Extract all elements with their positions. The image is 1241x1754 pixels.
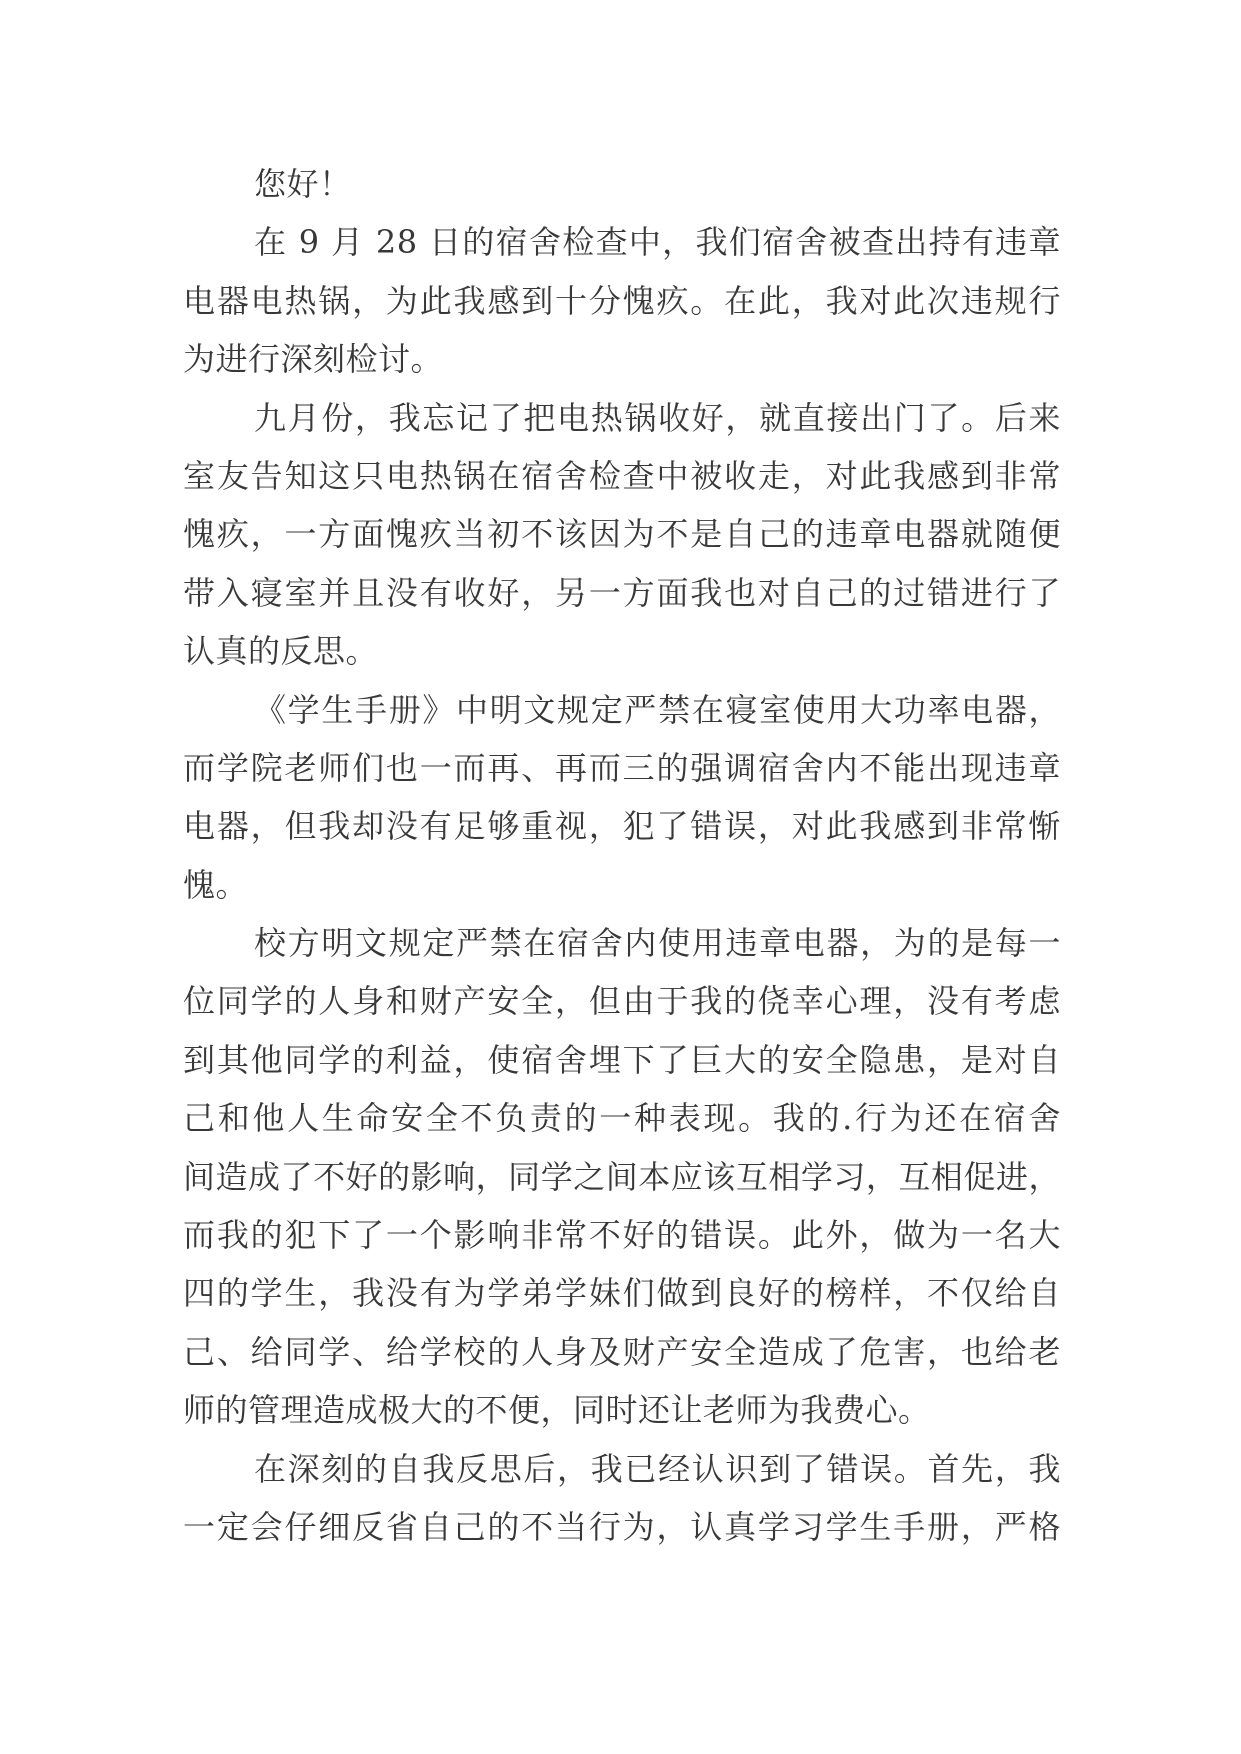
- text-line: 而我的犯下了一个影响非常不好的错误。此外，做为一名大: [183, 1216, 1061, 1255]
- paragraph: [183, 914, 1061, 1440]
- text-line: 愧疚，一方面愧疚当初不该因为不是自己的违章电器就随便: [183, 515, 1061, 554]
- text-line: 认真的反思。: [183, 632, 379, 671]
- text-line: 师的管理造成极大的不便，同时还让老师为我费心。: [183, 1391, 931, 1430]
- text-line: 四的学生，我没有为学弟学妹们做到良好的榜样，不仅给自: [183, 1274, 1061, 1313]
- text-line: 间造成了不好的影响，同学之间本应该互相学习，互相促进，: [183, 1157, 1061, 1196]
- paragraph: [183, 213, 1061, 388]
- text-line: 一定会仔细反省自己的不当行为，认真学习学生手册，严格: [183, 1507, 1061, 1546]
- text-line: 室友告知这只电热锅在宿舍检查中被收走，对此我感到非常: [183, 456, 1061, 495]
- text-line: 在深刻的自我反思后，我已经认识到了错误。首先，我: [254, 1449, 1061, 1488]
- text-line: 到其他同学的利益，使宿舍埋下了巨大的安全隐患，是对自: [183, 1040, 1061, 1079]
- paragraph: [183, 1440, 1061, 1557]
- text-line: 而学院老师们也一而再、再而三的强调宿舍内不能出现违章: [183, 748, 1061, 787]
- text-line: 己和他人生命安全不负责的一种表现。我的.行为还在宿舍: [183, 1099, 1061, 1138]
- text-line: 己、给同学、给学校的人身及财产安全造成了危害，也给老: [183, 1332, 1061, 1371]
- letter-body: [183, 155, 1061, 1556]
- text-line: 位同学的人身和财产安全，但由于我的侥幸心理，没有考虑: [183, 982, 1061, 1021]
- paragraph: [183, 155, 1061, 213]
- text-line: 九月份，我忘记了把电热锅收好，就直接出门了。后来: [254, 398, 1061, 437]
- text-line: 电器，但我却没有足够重视，犯了错误，对此我感到非常惭: [183, 807, 1061, 846]
- text-line: 《学生手册》中明文规定严禁在寝室使用大功率电器，: [254, 690, 1061, 729]
- text-line: 您好！: [254, 165, 352, 203]
- text-line: 校方明文规定严禁在宿舍内使用违章电器，为的是每一: [254, 924, 1061, 963]
- text-line: 在 9 月 28 日的宿舍检查中，我们宿舍被查出持有违章: [254, 223, 1061, 262]
- paragraph: [183, 681, 1061, 915]
- text-line: 为进行深刻检讨。: [183, 340, 444, 379]
- paragraph: [183, 389, 1061, 681]
- text-line: 电器电热锅，为此我感到十分愧疚。在此，我对此次违规行: [183, 281, 1061, 320]
- text-line: 带入寝室并且没有收好，另一方面我也对自己的过错进行了: [183, 573, 1061, 612]
- text-line: 愧。: [183, 865, 249, 904]
